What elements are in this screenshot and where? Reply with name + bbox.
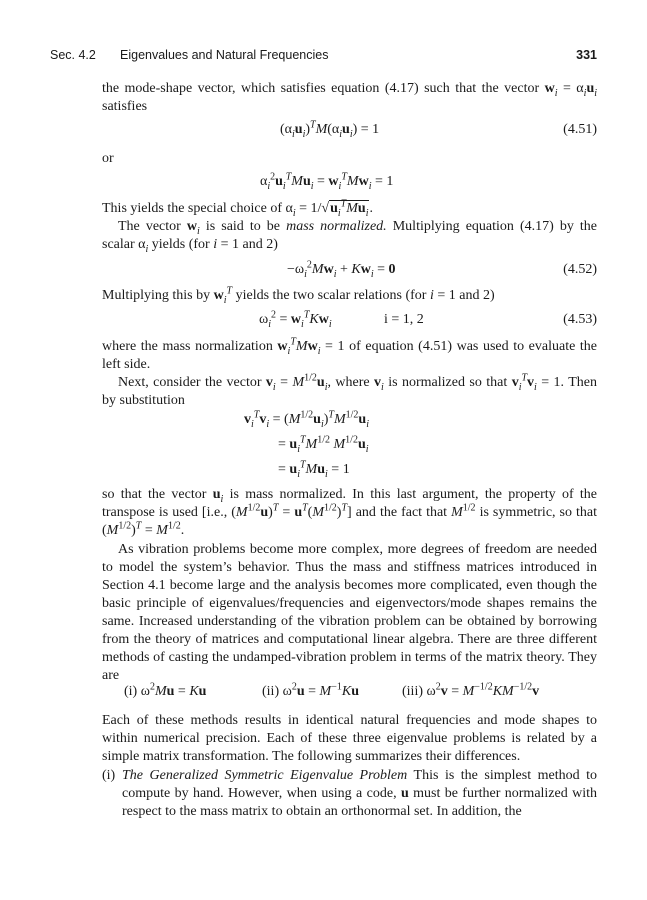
list-marker: (i) [102,768,116,783]
paragraph-evaluate: where the mass normalization $w_i^TMw_i = 1$ of equation (4.51) was used to evaluate the left side. [102,336,598,372]
substitution-line-2: = $u_i^TM^{1/2}$ $M^{1/2}u_i$ [278,434,369,455]
equation-number: (4.51) [563,122,597,137]
or-text: or [102,151,114,166]
paragraph-consider-vector: Next, consider the vector $v_i = M^{1/2}u_i$, where $v_i$ is normalized so that $v_i^Tv_i = 1$. Then by substitution [102,372,597,408]
equation-4-52: $-\omega_i^2Mw_i + Kw_i = 0$ (4.52) [287,259,597,280]
equation-4-51: $(\alpha_iu_i)^TM(\alpha_iu_i) = 1$ (4.51) [280,119,597,140]
method-ii-label: (ii) [262,684,280,699]
equation-alpha-squared: $\alpha_i^2u_i^TMu_i = w_i^TMw_i = 1$ [260,171,394,192]
list-item: (i) The Generalized Symmetric Eigenvalue Problem This is the simplest method to compute by hand. However, when using a code, u must be further normalized with respect to the mass matrix to obtain an orthonormal set. In addition, the [102,768,598,819]
index-range: i = 1, 2 [384,312,424,327]
paragraph-differences: Each of these methods results in identical natural frequencies and mode shapes to within numerical precision. Each of these three eigenvalue problems is related by a simple matrix transformation. The following summarizes their differences. [102,713,597,764]
equation-number: (4.52) [563,262,597,277]
paragraph-multiplying: Multiplying this by $w_i^T$ yields the two scalar relations (for i = 1 and 2) [102,285,495,306]
paragraph-mass-normalized: The vector $w_i$ is said to be mass normalized. Multiplying equation (4.17) by the scalar $\alpha_i$ yields (for i = 1 and 2) [102,219,598,255]
substitution-line-3: = $u_i^TMu_i = 1$ [278,459,350,480]
equation-4-53: $\omega_i^2 = w_i^TKw_i$ i = 1, 2 (4.53) [259,309,597,330]
equation-number: (4.53) [563,312,597,327]
list-item-title: The Generalized Symmetric Eigenvalue Problem [122,768,408,783]
page-number: 331 [576,48,597,62]
method-iii-label: (iii) [402,684,423,699]
substitution-line-1: $v_i^Tv_i = (M^{1/2}u_i)^TM^{1/2}u_i$ [244,409,369,430]
paragraph-complex-problems: As vibration problems become more complex, more degrees of freedom are needed to model the system’s behavior. Thus the mass and stiffness matrices introduced in Section 4.1 become large and the analysis becomes more complicated, even though the basic principle of eigenvalues/frequencies and eigenvectors/mode shapes remains the same. Increased understanding of the vibration problem can be obtained by borrowing from the theory of matrices and computational linear algebra. There are three different methods of casting the undamped-vibration problem in terms of the matrix theory. They are [102,542,597,683]
methods-line: (i) $\omega^2Mu = Ku$ (ii) $\omega^2u = M^{-1}Ku$ (iii) $\omega^2v = M^{-1/2}KM^{-1/2}v$ [124,681,540,699]
running-head [50,48,597,68]
chapter-title: Eigenvalues and Natural Frequencies [120,48,329,62]
section-label: Sec. 4.2 [50,48,96,62]
paragraph-transpose: so that the vector $u_i$ is mass normalized. In this last argument, the property of the transpose is used [i.e., $(M^{1/2}u)^T = u^T(M^{1/2})^T$] and the fact that $M^{1/2}$ is symmetric, so that $(M^{1/2})^T = M^{1/2}$. [102,487,598,538]
paragraph-mode-shape: the mode-shape vector, which satisfies equation (4.17) such that the vector $w_i = \alpha_iu_i$ satisfies [102,81,598,114]
paragraph-special-choice: This yields the special choice of $\alpha_i = 1/√u_i^TMu_i$. [102,198,373,219]
method-i-label: (i) [124,684,138,699]
